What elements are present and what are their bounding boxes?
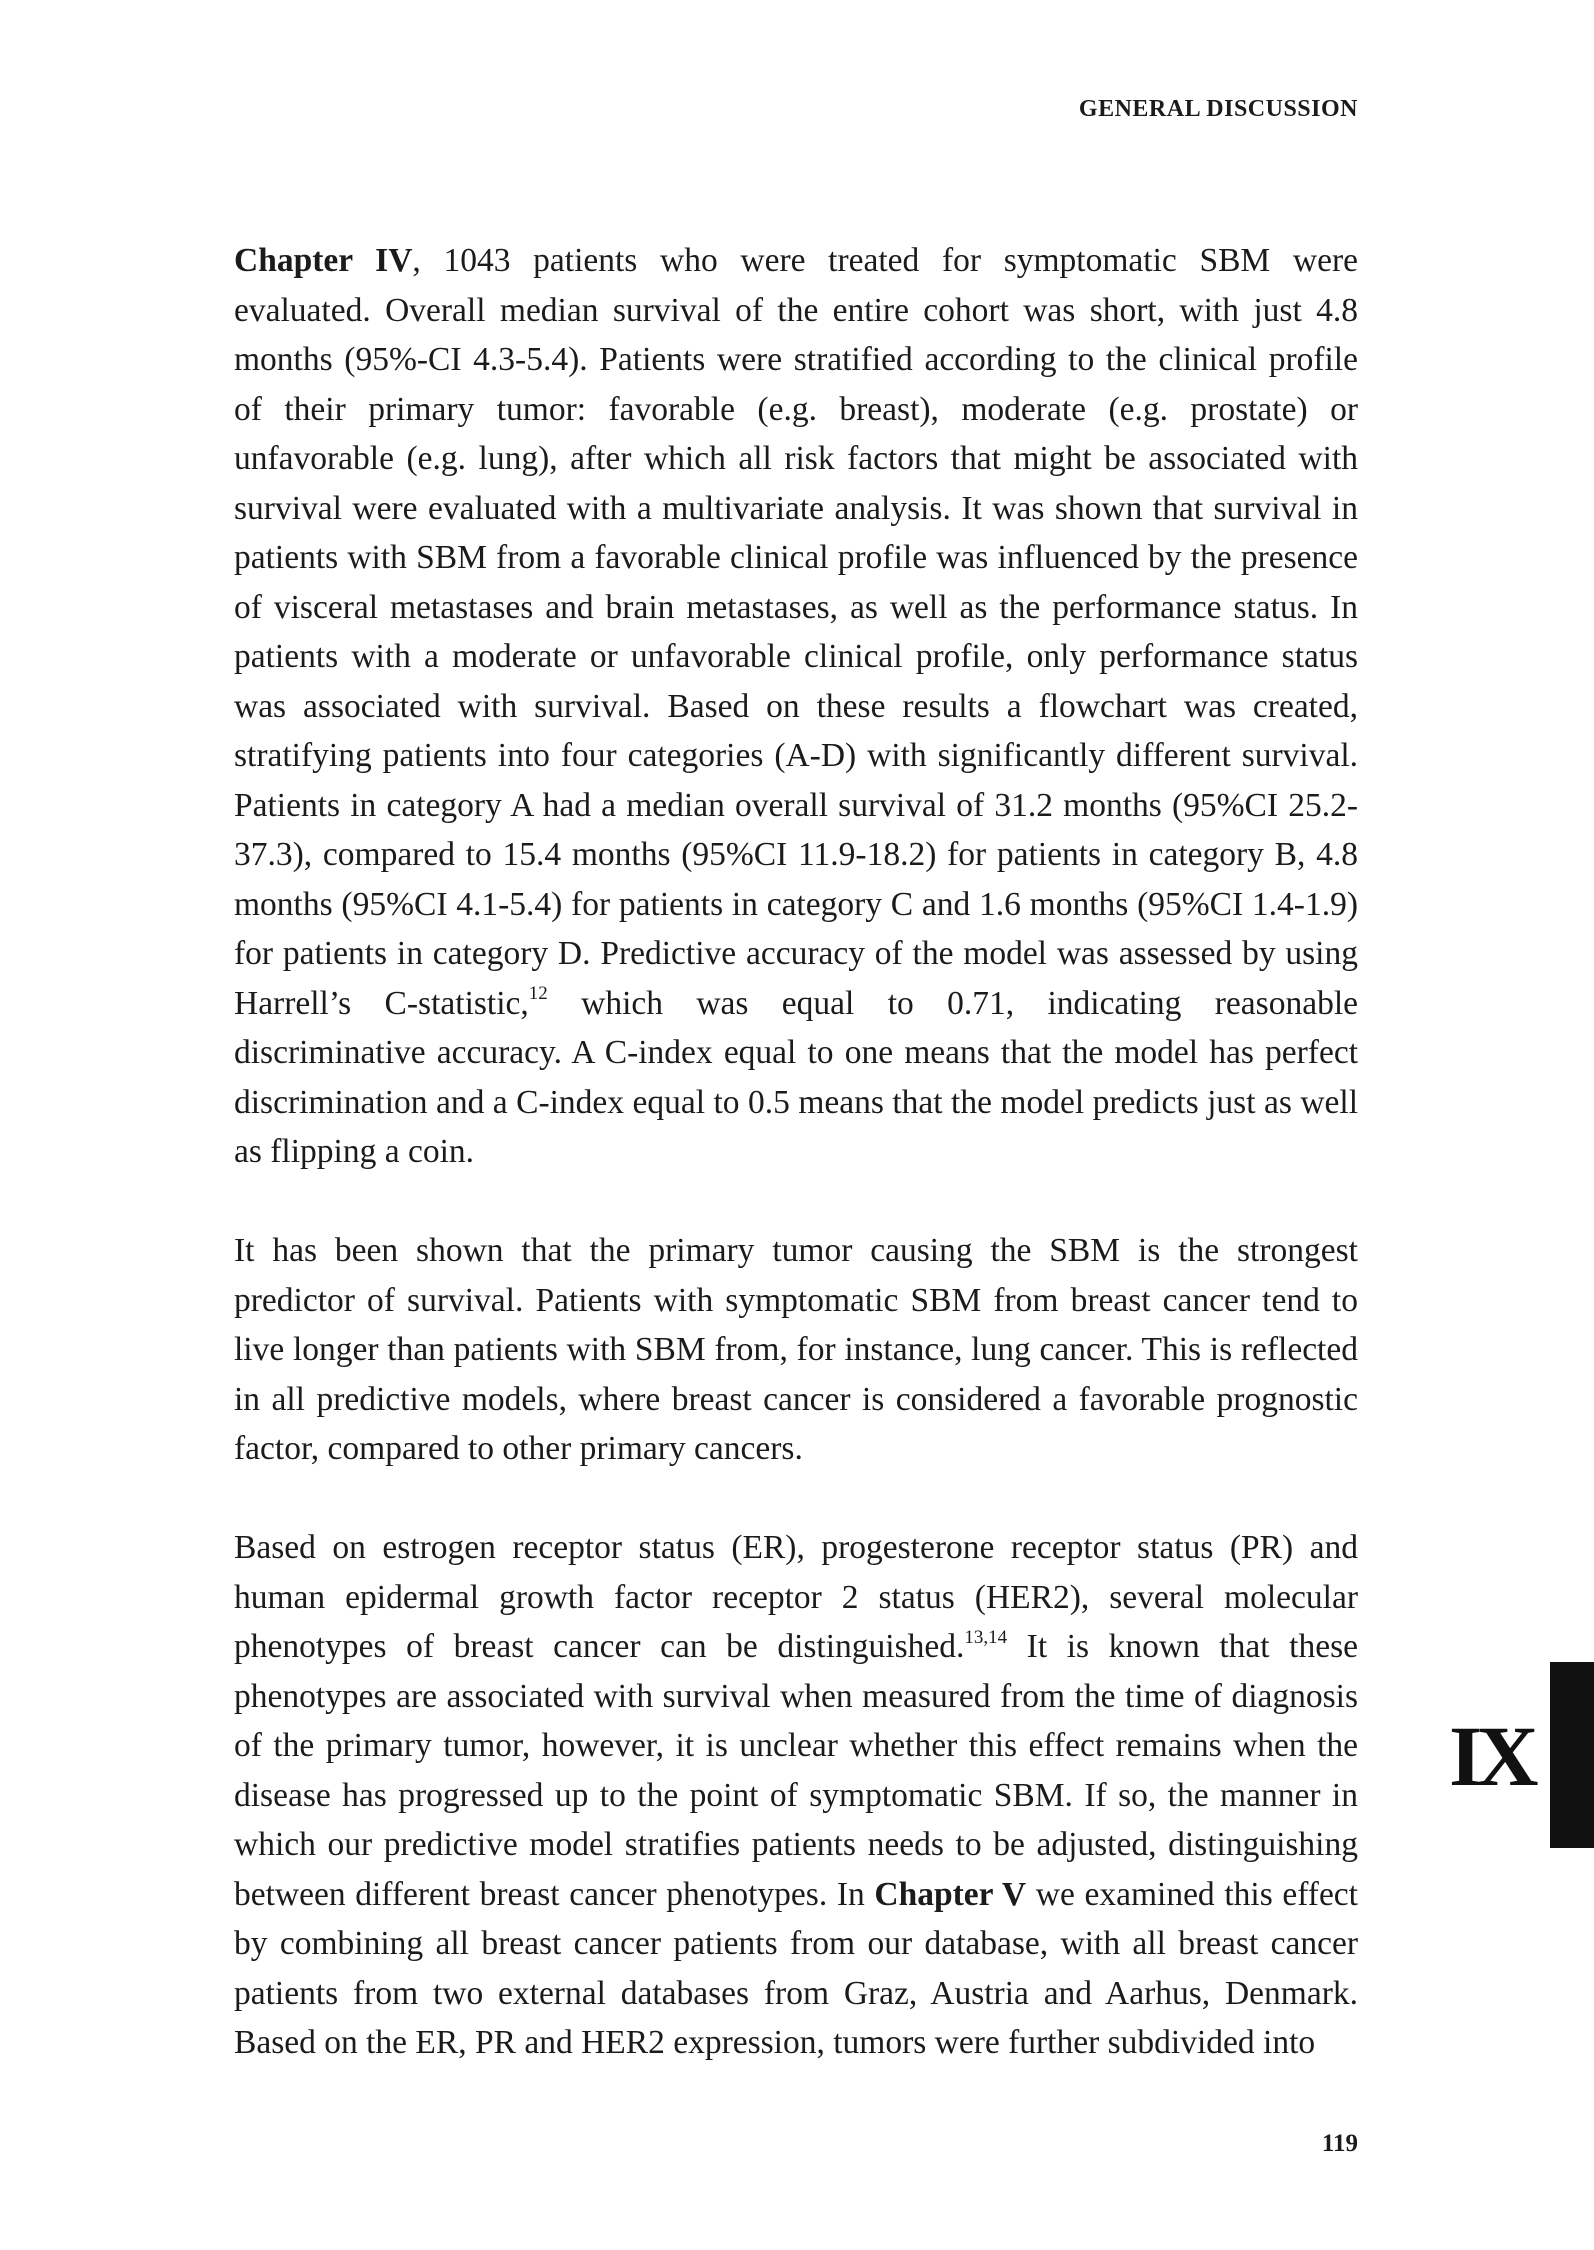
chapter-numeral: IX [1449,1708,1533,1804]
paragraph-3 [234,1523,1358,2068]
text-run: which was equal to 0.71, indicating reasonable discriminative accuracy. A C-index equal to one means that the model has perfect discrimination and a C-index equal to 0.5 means that the model predicts just as well as flipping a coin. [234,984,1358,1170]
citation-superscript: 13,14 [964,1626,1008,1648]
text-run: It is known that these phenotypes are associated with survival when measured from the time of diagnosis of the primary tumor, however, it is unclear whether this effect remains when the disease has progressed up to the point of symptomatic SBM. If so, the manner in which our predictive model stratifies patients needs to be adjusted, distinguishing between different breast cancer phenotypes. In [234,1628,1358,1913]
page-number: 119 [1321,2130,1358,2157]
text-run: It has been shown that the primary tumor causing the SBM is the strongest predictor of survival. Patients with symptomatic SBM from breast cancer tend to live longer than patients with SBM from, for instance, lung cancer. This is reflected in all predictive models, where breast cancer is considered a favorable prognostic factor, compared to other primary cancers. [234,1232,1358,1467]
text-run: Based on estrogen receptor status (ER), progesterone receptor status (PR) and human epidermal growth factor receptor 2 status (HER2), several molecular phenotypes of breast cancer can be distinguished. [234,1529,1358,1665]
chapter-reference: Chapter IV [234,242,413,279]
running-header: GENERAL DISCUSSION [1078,96,1358,122]
text-run: we examined this effect by combining all breast cancer patients from our database, with all breast cancer patients from two external databases from Graz, Austria and Aarhus, Denmark. Based on the ER, PR and HER2 expression, tumors were further subdivided into [234,1875,1358,2061]
chapter-reference: Chapter V [874,1875,1027,1913]
text-run: , 1043 patients who were treated for symptomatic SBM were evaluated. Overall median survival of the entire cohort was short, with just 4.8 months (95%-CI 4.3-5.4). Patients were stratified according to the clinical profile of their primary tumor: favorable (e.g. breast), moderate (e.g. prostate) or unfavorable (e.g. lung), after which all risk factors that might be associated with survival were evaluated with a multivariate analysis. It was shown that survival in patients with SBM from a favorable clinical profile was influenced by the presence of visceral metastases and brain metastases, as well as the performance status. In patients with a moderate or unfavorable clinical profile, only performance status was associated with survival. Based on these results a flowchart was created, stratifying patients into four categories (A-D) with significantly different survival. Patients in category A had a median overall survival of 31.2 months (95%CI 25.2-37.3), compared to 15.4 months (95%CI 11.9-18.2) for patients in category B, 4.8 months (95%CI 4.1-5.4) for patients in category C and 1.6 months (95%CI 1.4-1.9) for patients in category D. Predictive accuracy of the model was assessed by using Harrell’s C-statistic, [234,242,1358,1022]
chapter-thumb-tab [1550,1662,1594,1848]
paragraph-2 [234,1226,1358,1474]
citation-superscript: 12 [528,983,548,1005]
body-text [234,236,1358,2068]
paragraph-1 [234,236,1358,1177]
